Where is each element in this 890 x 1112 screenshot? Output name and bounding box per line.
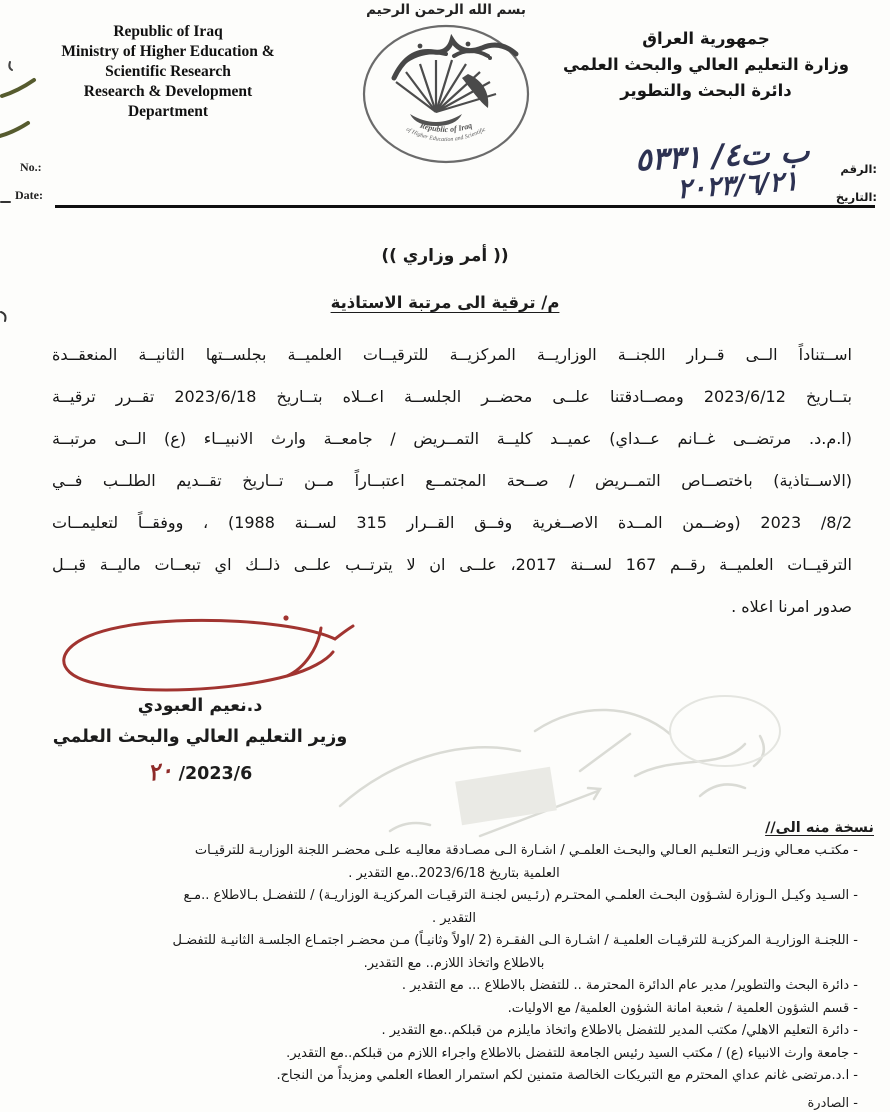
- body-line: اســتناداً الــى قــرار اللجنــة الوزاريــة المركزيــة للترقيــات العلميــة بجلســتها الثانيــة المنعقــدة: [52, 345, 852, 364]
- body-line: الترقيــات العلميــة رقــم 167 لســنة 2017، علــى ان لا يترتــب علــى ذلــك اي تبعــات ماليــة قبــل: [52, 555, 853, 574]
- distribution-item: - قسم الشؤون العلمية / شعبة امانة الشؤون العلمية/ مع الاوليات.: [507, 1000, 858, 1016]
- distribution-item-partial: - الصادرة: [807, 1095, 858, 1111]
- seal-calligraphy: [394, 40, 516, 78]
- order-title: (( أمر وزاري )): [381, 246, 509, 266]
- distribution-list: [34, 820, 874, 1112]
- order-body: [52, 334, 852, 628]
- order-subject-text: م/ ترقية الى مرتبة الاستاذية: [330, 293, 560, 312]
- letterhead-en-line: Ministry of Higher Education &: [61, 43, 275, 60]
- letterhead-english: [38, 22, 298, 122]
- distribution-header: نسخة منه الى//: [765, 820, 874, 836]
- distribution-item: - ا.د.مرتضى غانم عداي المحترم مع التبريكات الخالصة متمنين لكم استمرار العطاء العلمي ومزيداً من النجاح.: [276, 1068, 858, 1083]
- letterhead-ar-line: جمهورية العراق: [642, 29, 770, 48]
- date-label-en: Date:: [15, 188, 43, 202]
- distribution-item-continuation: بالاطلاع واتخاذ اللازم.. مع التقدير.: [363, 955, 545, 971]
- minister-title: وزير التعليم العالي والبحث العلمي: [52, 727, 348, 747]
- date-label-ar: التاريخ:: [835, 190, 877, 204]
- ref-number-handwritten: ب ت٤/ ٥٣٣١: [634, 133, 811, 179]
- body-line: صدور امرنا اعلاه .: [731, 597, 852, 616]
- seal-bottom-text-1: Republic of Iraq: [418, 120, 474, 135]
- bismillah-text: بسم الله الرحمن الرحيم: [366, 2, 526, 18]
- body-line: (الاســتاذية) باختصــاص التمــريض / صــحة المجتمــع اعتبــاراً مــن تــاريخ تقــديم الطلــب فــي: [52, 471, 852, 490]
- no-label-en: No.:: [20, 160, 42, 174]
- minister-name: د.نعيم العبودي: [137, 696, 263, 716]
- signature-block: [35, 610, 365, 785]
- distribution-item: - دائرة التعليم الاهلي/ مكتب المدير للتفضل بالاطلاع واتخاذ مايلزم من قبلكم..مع التقدير .: [381, 1023, 858, 1038]
- letterhead-en-line: Republic of Iraq: [113, 23, 223, 40]
- letterhead-arabic: [546, 26, 866, 104]
- distribution-item: - دائرة البحث والتطوير/ مدير عام الدائرة المحترمة .. للتفضل بالاطلاع ... مع التقدير .: [401, 978, 858, 993]
- letterhead-ar-line: وزارة التعليم العالي والبحث العلمي: [562, 55, 850, 74]
- order-date: [35, 759, 365, 785]
- order-subject: [0, 293, 890, 312]
- distribution-item: - جامعة وارث الانبياء (ع) / مكتب السيد رئيس الجامعة للتفضل بالاطلاع واجراء اللازم من قبلكم..مع التقدير.: [286, 1045, 858, 1061]
- minister-signature-icon: [35, 610, 365, 702]
- no-label-ar: الرقم:: [840, 162, 877, 176]
- distribution-item-continuation: التقدير .: [432, 910, 476, 926]
- seal-bottom-text-2: of Higher Education and Scientific: [405, 126, 487, 144]
- distribution-item: - السـيد وكيـل الـوزارة لشـؤون البحـث العلمـي المحتـرم (رئـيس لجنـة الترقيـات المركزيـة الوزاريـة) / للتفضـل بـالاطلاع ..مـع: [183, 888, 858, 903]
- body-line: بتــاريخ 2023/6/12 ومصــادقتنا علــى محضــر الجلســة اعــلاه بتــاريخ 2023/6/18 تقــرر ترقيــة: [52, 387, 853, 406]
- body-line: 8/2/ 2023 (وضــمن المــدة الاصــغرية وفــق القــرار 315 لســنة 1988) ، ووفقــاً لتعليمــات: [52, 513, 853, 532]
- letterhead-en-line: Research & Development: [83, 83, 253, 100]
- distribution-item-continuation: العلمية بتاريخ 2023/6/18..مع التقدير .: [348, 865, 560, 881]
- ministry-seal-icon: [350, 16, 542, 168]
- distribution-item: - مكتـب معـالي وزيـر التعلـيم العـالي والبحـث العلمـي / اشـارة الـى مصـادقة معاليـه علـى محضـر اللجنة الوزاريـة للترقيـات: [194, 843, 858, 858]
- order-date-handwritten: ٢٠: [145, 757, 175, 787]
- letterhead-en-line: Department: [127, 103, 209, 120]
- order-date-printed: 2023/6/: [178, 764, 253, 784]
- letterhead-ar-line: دائرة البحث والتطوير: [620, 81, 792, 100]
- distribution-item: - اللجنـة الوزاريـة المركزيـة للترقيـات العلميـة / اشـارة الـى الفقـرة (2 /اولاً وثانيـاً) مـن محضـر اجتمـاع الجلسـة الثانيـة للتفضـل: [172, 933, 858, 948]
- letterhead-en-line: Scientific Research: [105, 63, 231, 80]
- ref-date-handwritten: ٢٠٢٣/٦/٢١: [675, 165, 799, 206]
- body-line: (ا.م.د. مرتضــى غــانم عــداي) عميــد كليــة التمــريض / جامعــة وارث الانبيــاء (ع) الــى مرتبــة: [52, 429, 852, 448]
- header-divider: [55, 205, 875, 208]
- pen-marks: [0, 50, 50, 350]
